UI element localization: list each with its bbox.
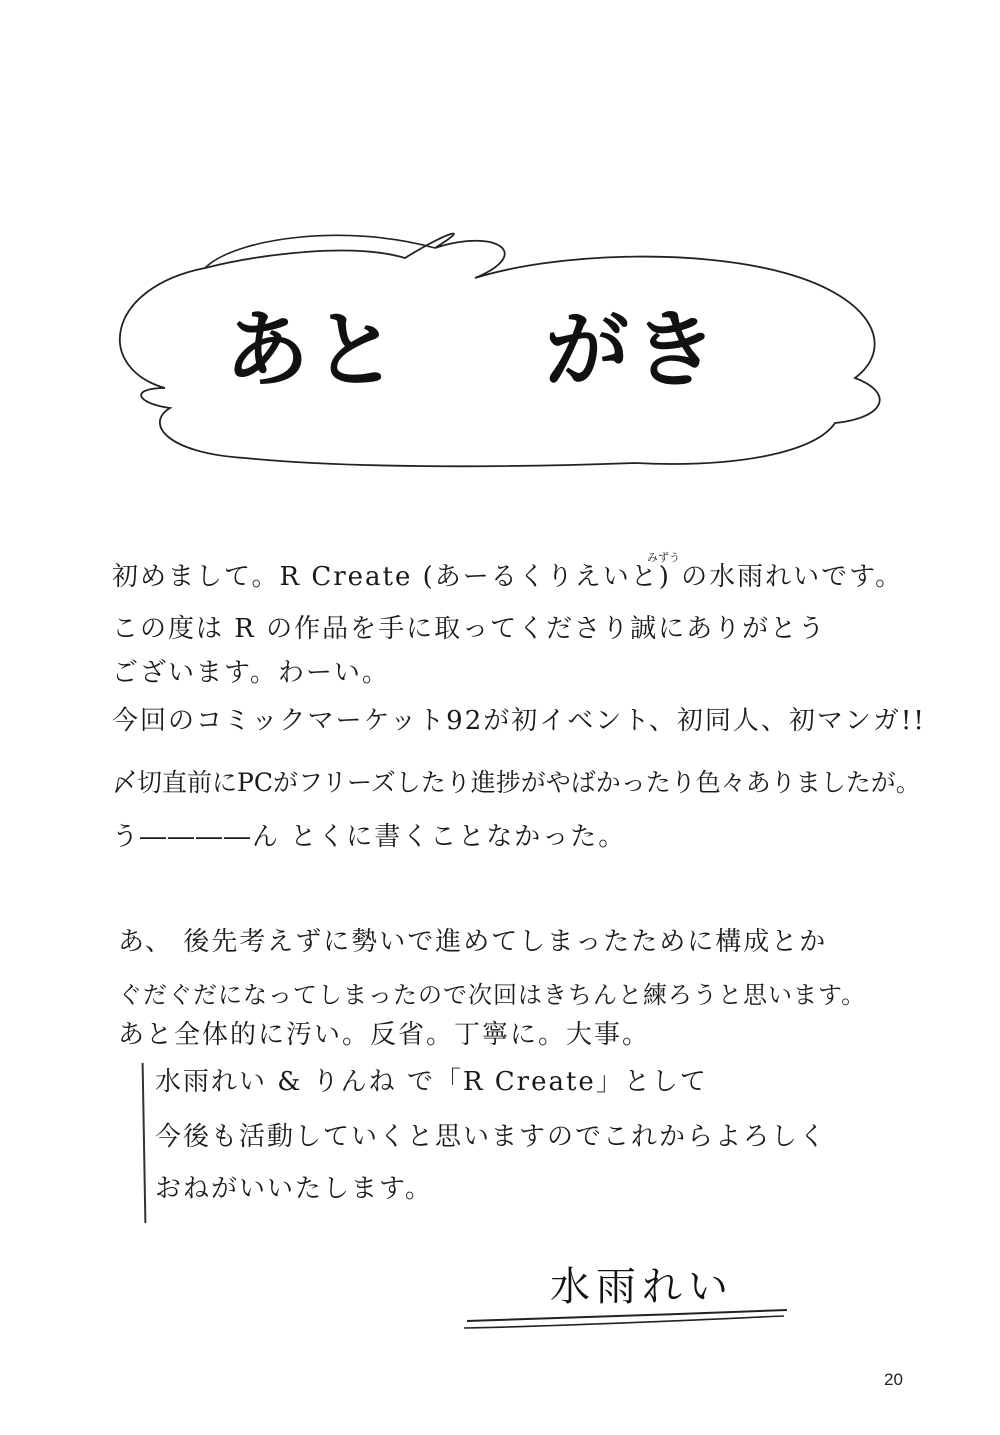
bracket-line	[142, 1063, 148, 1223]
text-line-7: あ、 後先考えずに勢いで進めてしまったために構成とか	[118, 927, 828, 957]
text-line-8: ぐだぐだになってしまったので次回はきちんと練ろうと思います。	[118, 981, 867, 1009]
page-number: 20	[884, 1370, 903, 1389]
text-line-3: ございます。わーい。	[112, 658, 390, 688]
text-line-2: この度は R の作品を手に取ってくださり誠にありがとう	[112, 614, 827, 644]
page-title	[225, 295, 745, 405]
text-line-1: 初めまして。R Create (あーるくりえいと) の水雨れいです。	[112, 562, 904, 592]
text-line-5: 〆切直前にPCがフリーズしたり進捗がやばかったり色々ありましたが。	[112, 768, 921, 797]
signature-underline-icon	[462, 1306, 792, 1346]
furigana: みずう	[647, 551, 680, 564]
text-line-9: あと全体的に汚い。反省。丁寧に。大事。	[118, 1020, 651, 1050]
text-line-12: おねがいいたします。	[155, 1174, 433, 1204]
text-line-4: 今回のコミックマーケット92が初イベント、初同人、初マンガ!!	[112, 706, 926, 736]
text-line-10: 水雨れい & りんね で「R Create」として	[155, 1067, 708, 1097]
signature: 水雨れい	[550, 1264, 734, 1310]
title-part-2: がき	[545, 301, 722, 399]
text-line-11: 今後も活動していくと思いますのでこれからよろしく	[155, 1122, 828, 1152]
title-part-1: あと	[225, 301, 402, 399]
text-line-6: う――――ん とくに書くことなかった。	[112, 822, 627, 852]
